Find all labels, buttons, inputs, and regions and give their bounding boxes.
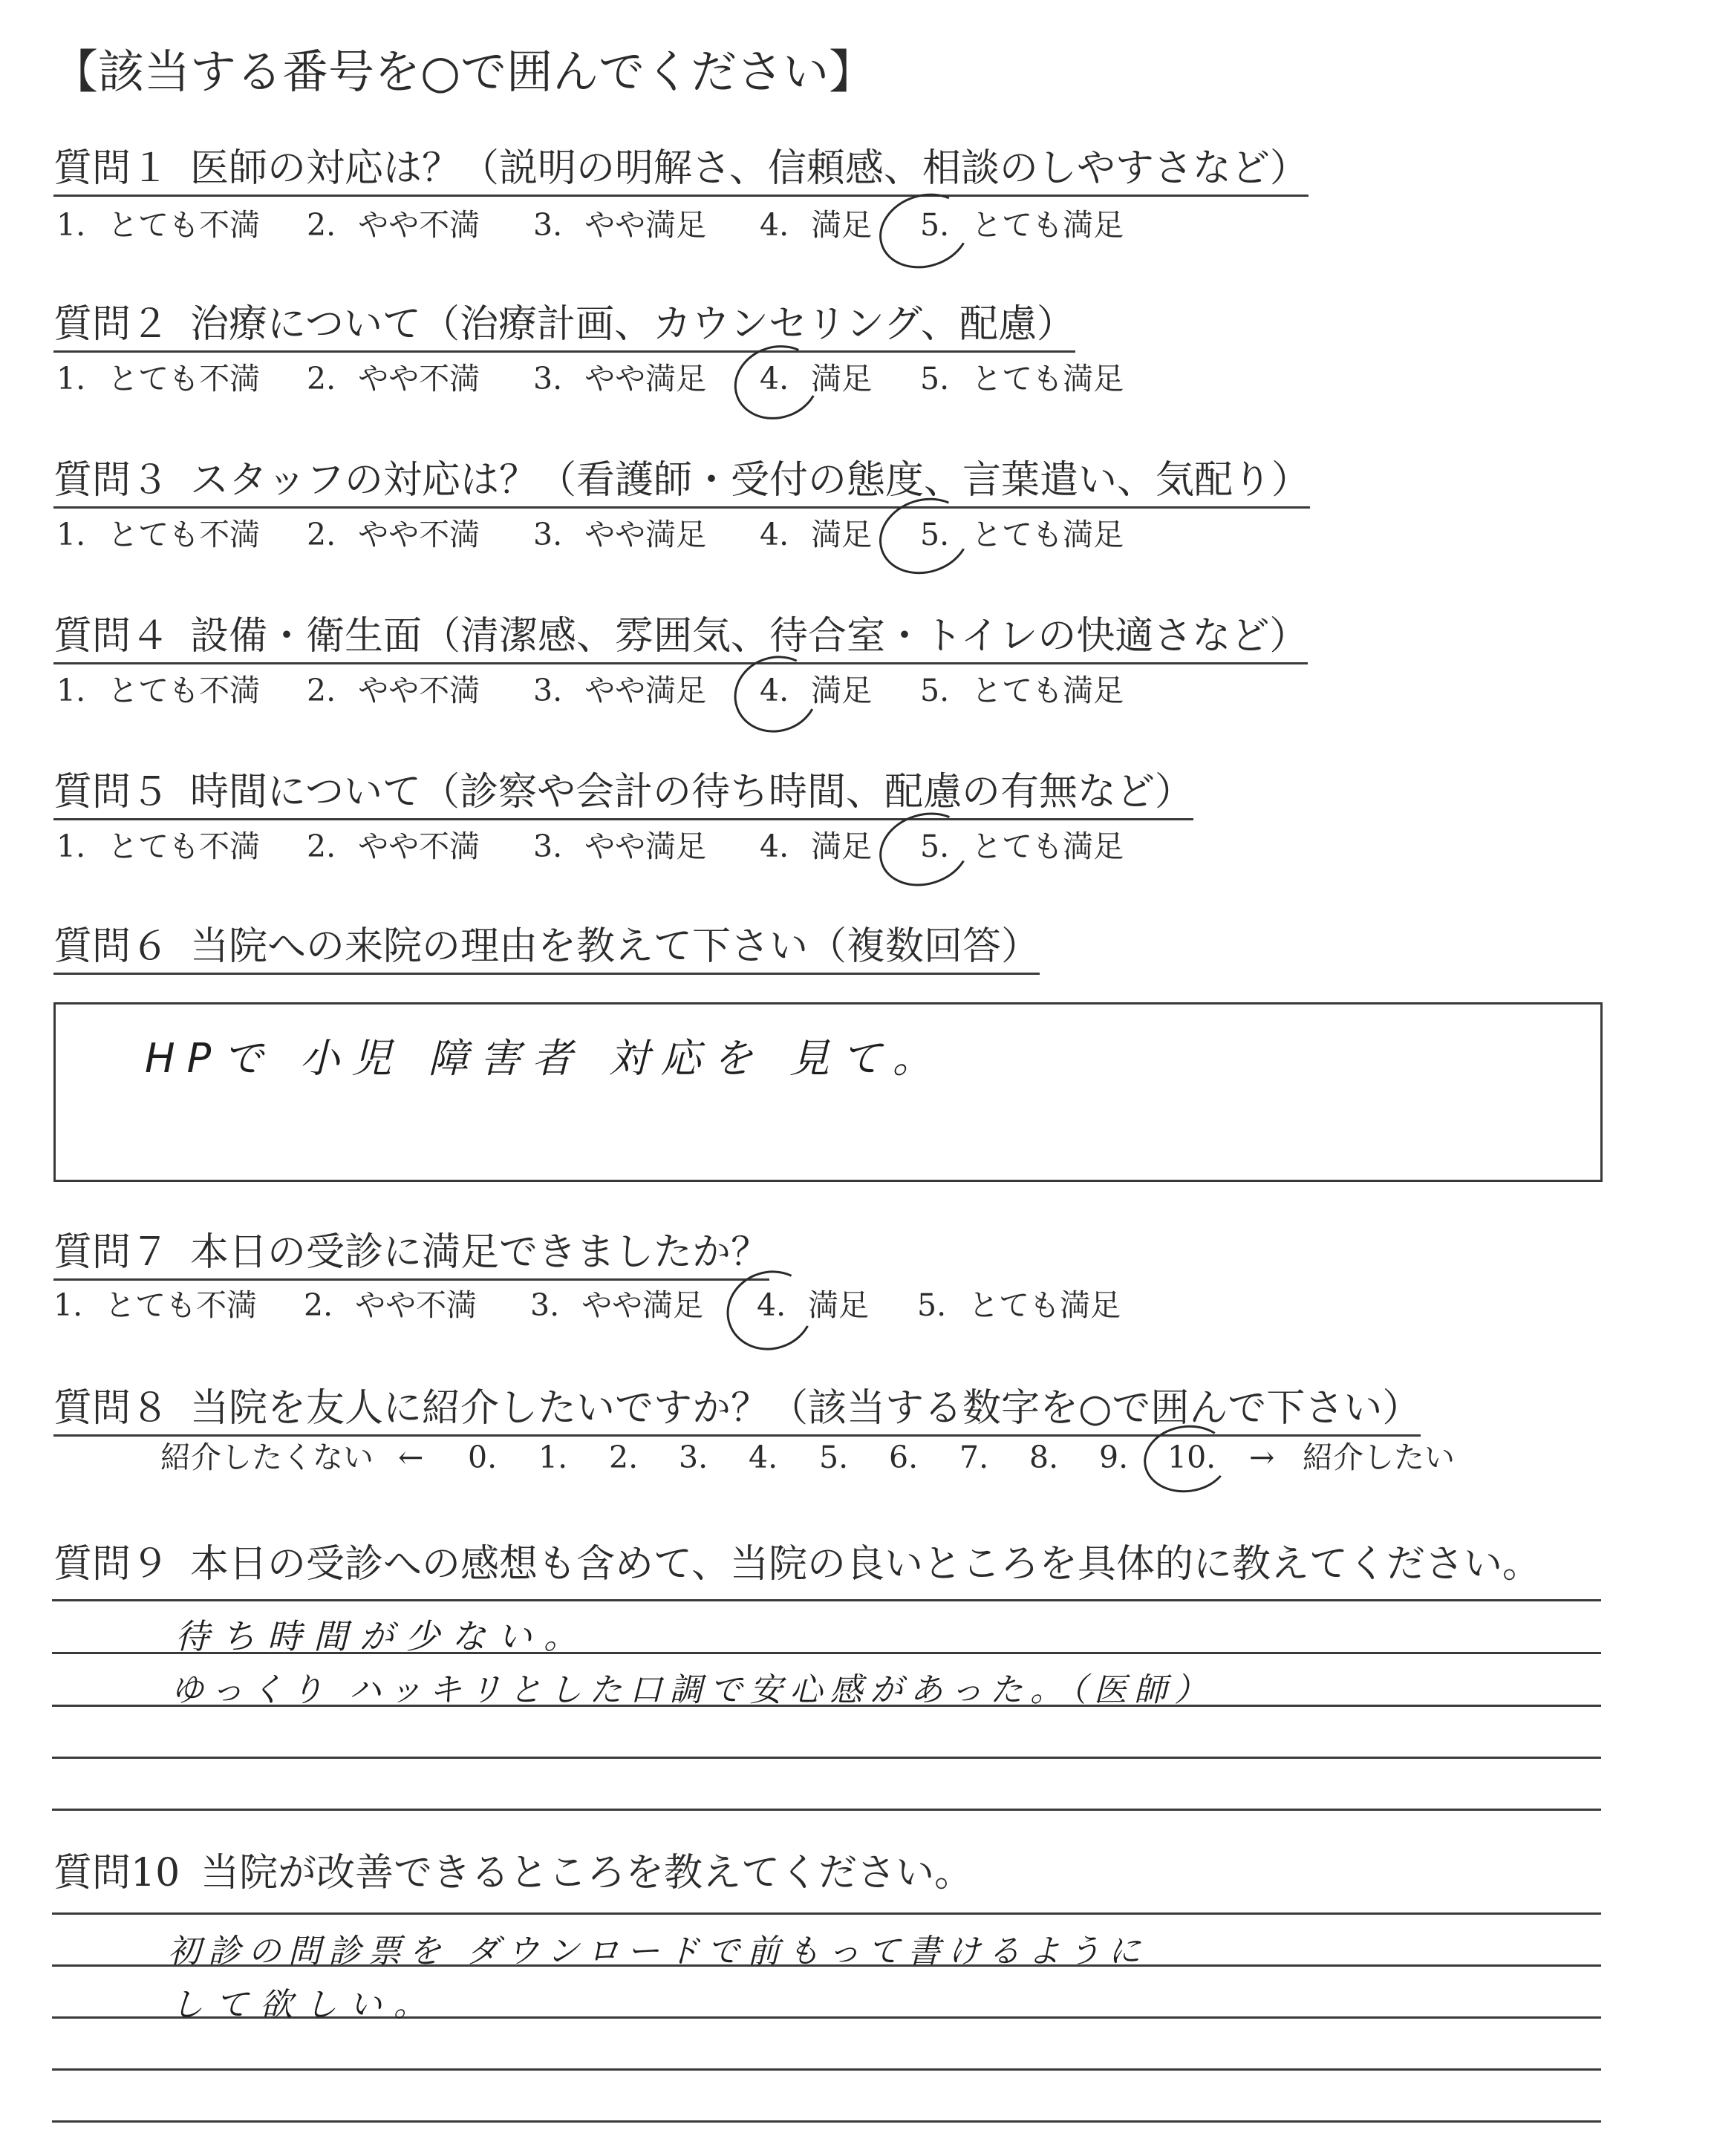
q10-line-4 (52, 2068, 1601, 2071)
question-6-handwritten-answer: HPで 小児 障害者 対応を 見て。 (145, 1035, 945, 1082)
nps-value-8[interactable]: 8. (1029, 1440, 1059, 1475)
q7-option-1[interactable]: 1. とても不満 (53, 1287, 258, 1323)
q1-option-2[interactable]: 2. やや不満 (307, 207, 480, 243)
q4-option-4[interactable]: 4. 満足 (760, 673, 873, 708)
question-8-title (53, 1382, 1421, 1437)
question-3-title (53, 454, 1310, 509)
question-5-title (53, 766, 1193, 820)
q7-option-4[interactable]: 4. 満足 (757, 1287, 870, 1323)
question-3-text: スタッフの対応は？（看護師・受付の態度、言葉遣い、気配り） (190, 458, 1311, 503)
nps-value-9[interactable]: 9. (1099, 1440, 1129, 1475)
q5-option-2[interactable]: 2. やや不満 (307, 829, 480, 864)
form-header: 【該当する番号を○で囲んでください】 (52, 45, 876, 99)
question-2-text: 治療について（治療計画、カウンセリング、配慮） (190, 302, 1075, 347)
nps-value-6[interactable]: 6. (889, 1440, 919, 1475)
q7-option-5[interactable]: 5. とても満足 (917, 1287, 1121, 1323)
q5-option-1[interactable]: 1. とても不満 (56, 829, 261, 864)
q2-option-5[interactable]: 5. とても満足 (920, 361, 1124, 396)
q7-option-2[interactable]: 2. やや不満 (304, 1287, 478, 1323)
nps-value-10[interactable]: 10. (1167, 1440, 1216, 1475)
q9-answer-line-2: ゆっくり ハッキリとした口調で安心感があった。（医師） (171, 1671, 1215, 1709)
nps-value-7[interactable]: 7. (959, 1440, 989, 1475)
question-9-number: 質問９ (53, 1542, 170, 1587)
q1-option-3[interactable]: 3. やや満足 (533, 207, 707, 243)
nps-left-arrow: ← (398, 1440, 424, 1475)
question-6-answer-box[interactable] (53, 1002, 1603, 1182)
question-4-title (53, 610, 1308, 664)
q2-option-2[interactable]: 2. やや不満 (307, 361, 480, 396)
question-7-number: 質問７ (53, 1230, 170, 1275)
question-8-number: 質問８ (53, 1386, 170, 1431)
question-6-title (53, 921, 1040, 975)
nps-value-5[interactable]: 5. (819, 1440, 849, 1475)
q2-option-3[interactable]: 3. やや満足 (533, 361, 707, 396)
question-10-title (53, 1847, 973, 1899)
question-6-number: 質問６ (53, 924, 170, 969)
q4-option-3[interactable]: 3. やや満足 (533, 673, 707, 708)
question-10-number: 質問10 (53, 1851, 180, 1895)
nps-right-arrow: → (1249, 1440, 1275, 1475)
question-9-title (53, 1538, 1541, 1590)
question-5-text: 時間について（診察や会計の待ち時間、配慮の有無など） (190, 770, 1193, 814)
q9-line-4 (52, 1757, 1601, 1759)
q1-option-4[interactable]: 4. 満足 (760, 207, 873, 243)
q3-option-1[interactable]: 1. とても不満 (56, 517, 261, 552)
q5-option-4[interactable]: 4. 満足 (760, 829, 873, 864)
q2-option-1[interactable]: 1. とても不満 (56, 361, 261, 396)
question-8-text: 当院を友人に紹介したいですか？（該当する数字を○で囲んで下さい） (190, 1386, 1421, 1431)
question-7-title (53, 1226, 769, 1281)
question-1-title (53, 143, 1308, 197)
q7-option-3[interactable]: 3. やや満足 (530, 1287, 704, 1323)
question-6-text: 当院への来院の理由を教えて下さい（複数回答） (190, 924, 1040, 969)
question-9-text: 本日の受診への感想も含めて、当院の良いところを具体的に教えてください。 (190, 1542, 1541, 1587)
q9-answer-line-1: 待ち時間が少ない。 (175, 1616, 590, 1656)
question-2-number: 質問２ (53, 302, 170, 347)
q9-line-5 (52, 1809, 1601, 1811)
nps-value-0[interactable]: 0. (468, 1440, 498, 1475)
nps-right-label: 紹介したい (1303, 1440, 1455, 1475)
question-7-text: 本日の受診に満足できましたか？ (190, 1230, 770, 1275)
question-10-text: 当院が改善できるところを教えてください。 (201, 1851, 974, 1895)
q10-line-5 (52, 2120, 1601, 2123)
q3-option-2[interactable]: 2. やや不満 (307, 517, 480, 552)
q9-line-1 (52, 1599, 1601, 1601)
q10-answer-line-2: して欲しい。 (171, 1986, 438, 2024)
q10-answer-line-1: 初診の問診票を ダウンロードで前もって書けるように (168, 1933, 1148, 1970)
q1-option-5[interactable]: 5. とても満足 (920, 207, 1124, 243)
q4-option-1[interactable]: 1. とても不満 (56, 673, 261, 708)
q1-option-1[interactable]: 1. とても不満 (56, 207, 261, 243)
q5-option-3[interactable]: 3. やや満足 (533, 829, 707, 864)
q10-line-1 (52, 1912, 1601, 1915)
q3-option-5[interactable]: 5. とても満足 (920, 517, 1124, 552)
question-3-number: 質問３ (53, 458, 170, 503)
question-1-number: 質問１ (53, 146, 170, 191)
nps-left-label: 紹介したくない (160, 1440, 374, 1475)
q3-option-4[interactable]: 4. 満足 (760, 517, 873, 552)
nps-value-3[interactable]: 3. (679, 1440, 708, 1475)
q4-option-5[interactable]: 5. とても満足 (920, 673, 1124, 708)
q4-option-2[interactable]: 2. やや不満 (307, 673, 480, 708)
question-2-title (53, 298, 1075, 353)
question-4-text: 設備・衛生面（清潔感、雰囲気、待合室・トイレの快適さなど） (190, 614, 1308, 659)
q2-option-4[interactable]: 4. 満足 (760, 361, 873, 396)
question-5-number: 質問５ (53, 770, 170, 814)
question-4-number: 質問４ (53, 614, 170, 659)
question-1-text: 医師の対応は？（説明の明解さ、信頼感、相談のしやすさなど） (190, 146, 1308, 191)
nps-value-2[interactable]: 2. (609, 1440, 639, 1475)
q3-option-3[interactable]: 3. やや満足 (533, 517, 707, 552)
q5-option-5[interactable]: 5. とても満足 (920, 829, 1124, 864)
nps-value-1[interactable]: 1. (538, 1440, 568, 1475)
nps-value-4[interactable]: 4. (749, 1440, 778, 1475)
